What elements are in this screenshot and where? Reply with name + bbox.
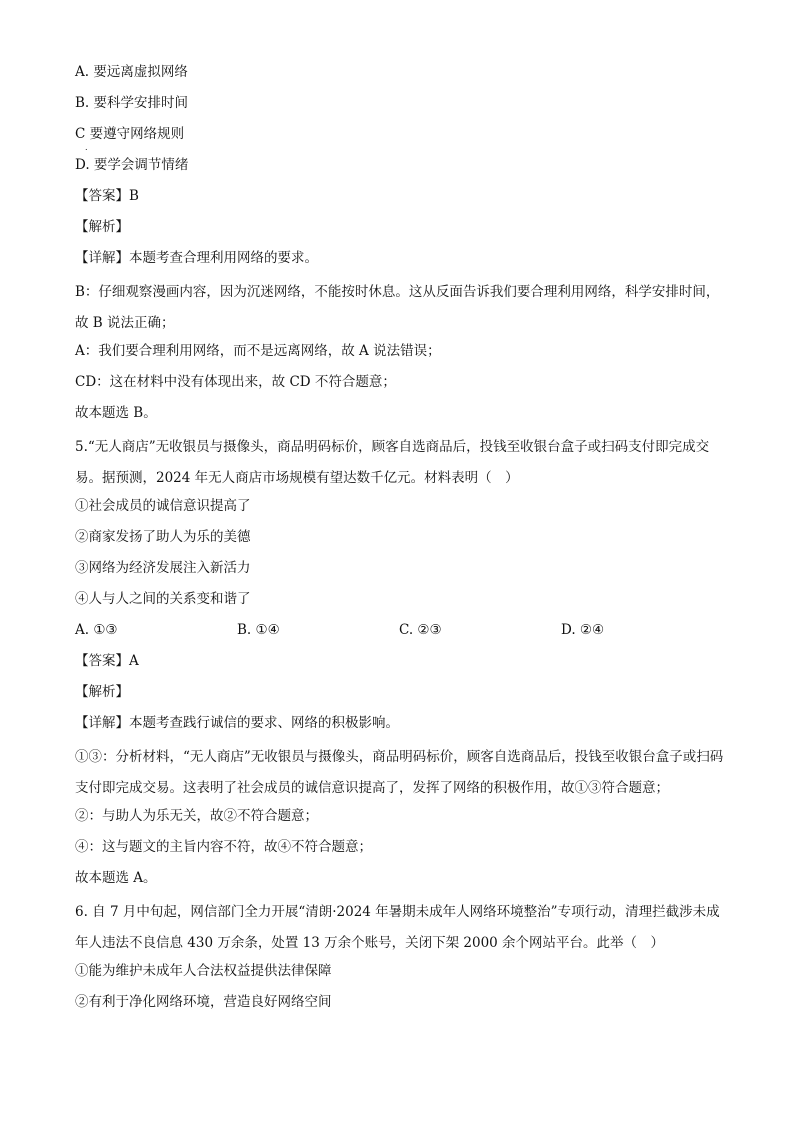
q6-item-2: ②有利于净化网络环境，营造良好网络空间 bbox=[75, 994, 332, 1010]
q4-explain-cd: CD：这在材料中没有体现出来，故 CD 不符合题意； bbox=[75, 374, 396, 390]
q5-choice-a: A. ①③ bbox=[75, 622, 118, 638]
q4-option-b: B. 要科学安排时间 bbox=[75, 95, 189, 111]
q5-choices bbox=[75, 618, 725, 649]
q5-item-1: ①社会成员的诚信意识提高了 bbox=[75, 498, 251, 514]
q5-explain-13: ①③：分析材料，“无人商店”无收银员与摄像头，商品明码标价，顾客自选商品后，投钱至收银台盒子或扫码支付即完成交易。这表明了社会成员的诚信意识提高了，发挥了网络的积极作用，故①③符合题意； bbox=[75, 749, 724, 796]
q5-explain-4: ④：这与题文的主旨内容不符，故④不符合题意； bbox=[75, 839, 372, 855]
q6-item-1: ①能为维护未成年人合法权益提供法律保障 bbox=[75, 963, 332, 979]
q5-choice-b: B. ①④ bbox=[237, 622, 280, 638]
q4-explain-b: B：仔细观察漫画内容，因为沉迷网络，不能按时休息。这从反面告诉我们要合理利用网络，科学安排时间，故 B 说法正确； bbox=[75, 284, 720, 331]
q5-item-4: ④人与人之间的关系变和谐了 bbox=[75, 591, 251, 607]
q5-choice-d: D. ②④ bbox=[561, 622, 605, 638]
q5-explain-2: ②：与助人为乐无关，故②不符合题意； bbox=[75, 808, 318, 824]
document-page bbox=[75, 60, 725, 1021]
stray-dot-mark: . bbox=[85, 143, 88, 152]
q5-choice-c: C. ②③ bbox=[399, 622, 442, 638]
q5-detail: 【详解】本题考查践行诚信的要求、网络的积极影响。 bbox=[75, 715, 399, 731]
q4-option-d: D. 要学会调节情绪 bbox=[75, 157, 189, 173]
q4-option-c bbox=[75, 122, 725, 153]
q4-option-a: A. 要远离虚拟网络 bbox=[75, 64, 188, 80]
q5-item-2: ②商家发扬了助人为乐的美德 bbox=[75, 529, 251, 545]
q4-conclusion: 故本题选 B。 bbox=[75, 405, 157, 421]
q5-stem: 5.“无人商店”无收银员与摄像头，商品明码标价，顾客自选商品后，投钱至收银台盒子或扫码支付即完成交易。据预测，2024 年无人商店市场规模有望达数千亿元。材料表明（ ） bbox=[75, 439, 710, 486]
q5-item-3: ③网络为经济发展注入新活力 bbox=[75, 560, 251, 576]
q6-stem: 6. 自 7 月中旬起，网信部门全力开展“清朗·2024 年暑期未成年人网络环境整治”专项行动，清理拦截涉未成年人违法不良信息 430 万余条，处置 13 万余个账号，关闭下架 2000 余个网站平台。此举（ ） bbox=[75, 904, 720, 951]
q5-analysis-heading: 【解析】 bbox=[75, 684, 129, 700]
q4-explain-a: A：我们要合理利用网络，而不是远离网络，故 A 说法错误； bbox=[75, 343, 441, 359]
q5-answer: 【答案】A bbox=[75, 653, 139, 669]
q4-detail: 【详解】本题考查合理利用网络的要求。 bbox=[75, 250, 318, 266]
q4-analysis-heading: 【解析】 bbox=[75, 219, 129, 235]
q5-conclusion: 故本题选 A。 bbox=[75, 870, 157, 886]
q4-answer: 【答案】B bbox=[75, 188, 139, 204]
q4-option-c-text: C 要遵守网络规则 bbox=[75, 126, 185, 142]
